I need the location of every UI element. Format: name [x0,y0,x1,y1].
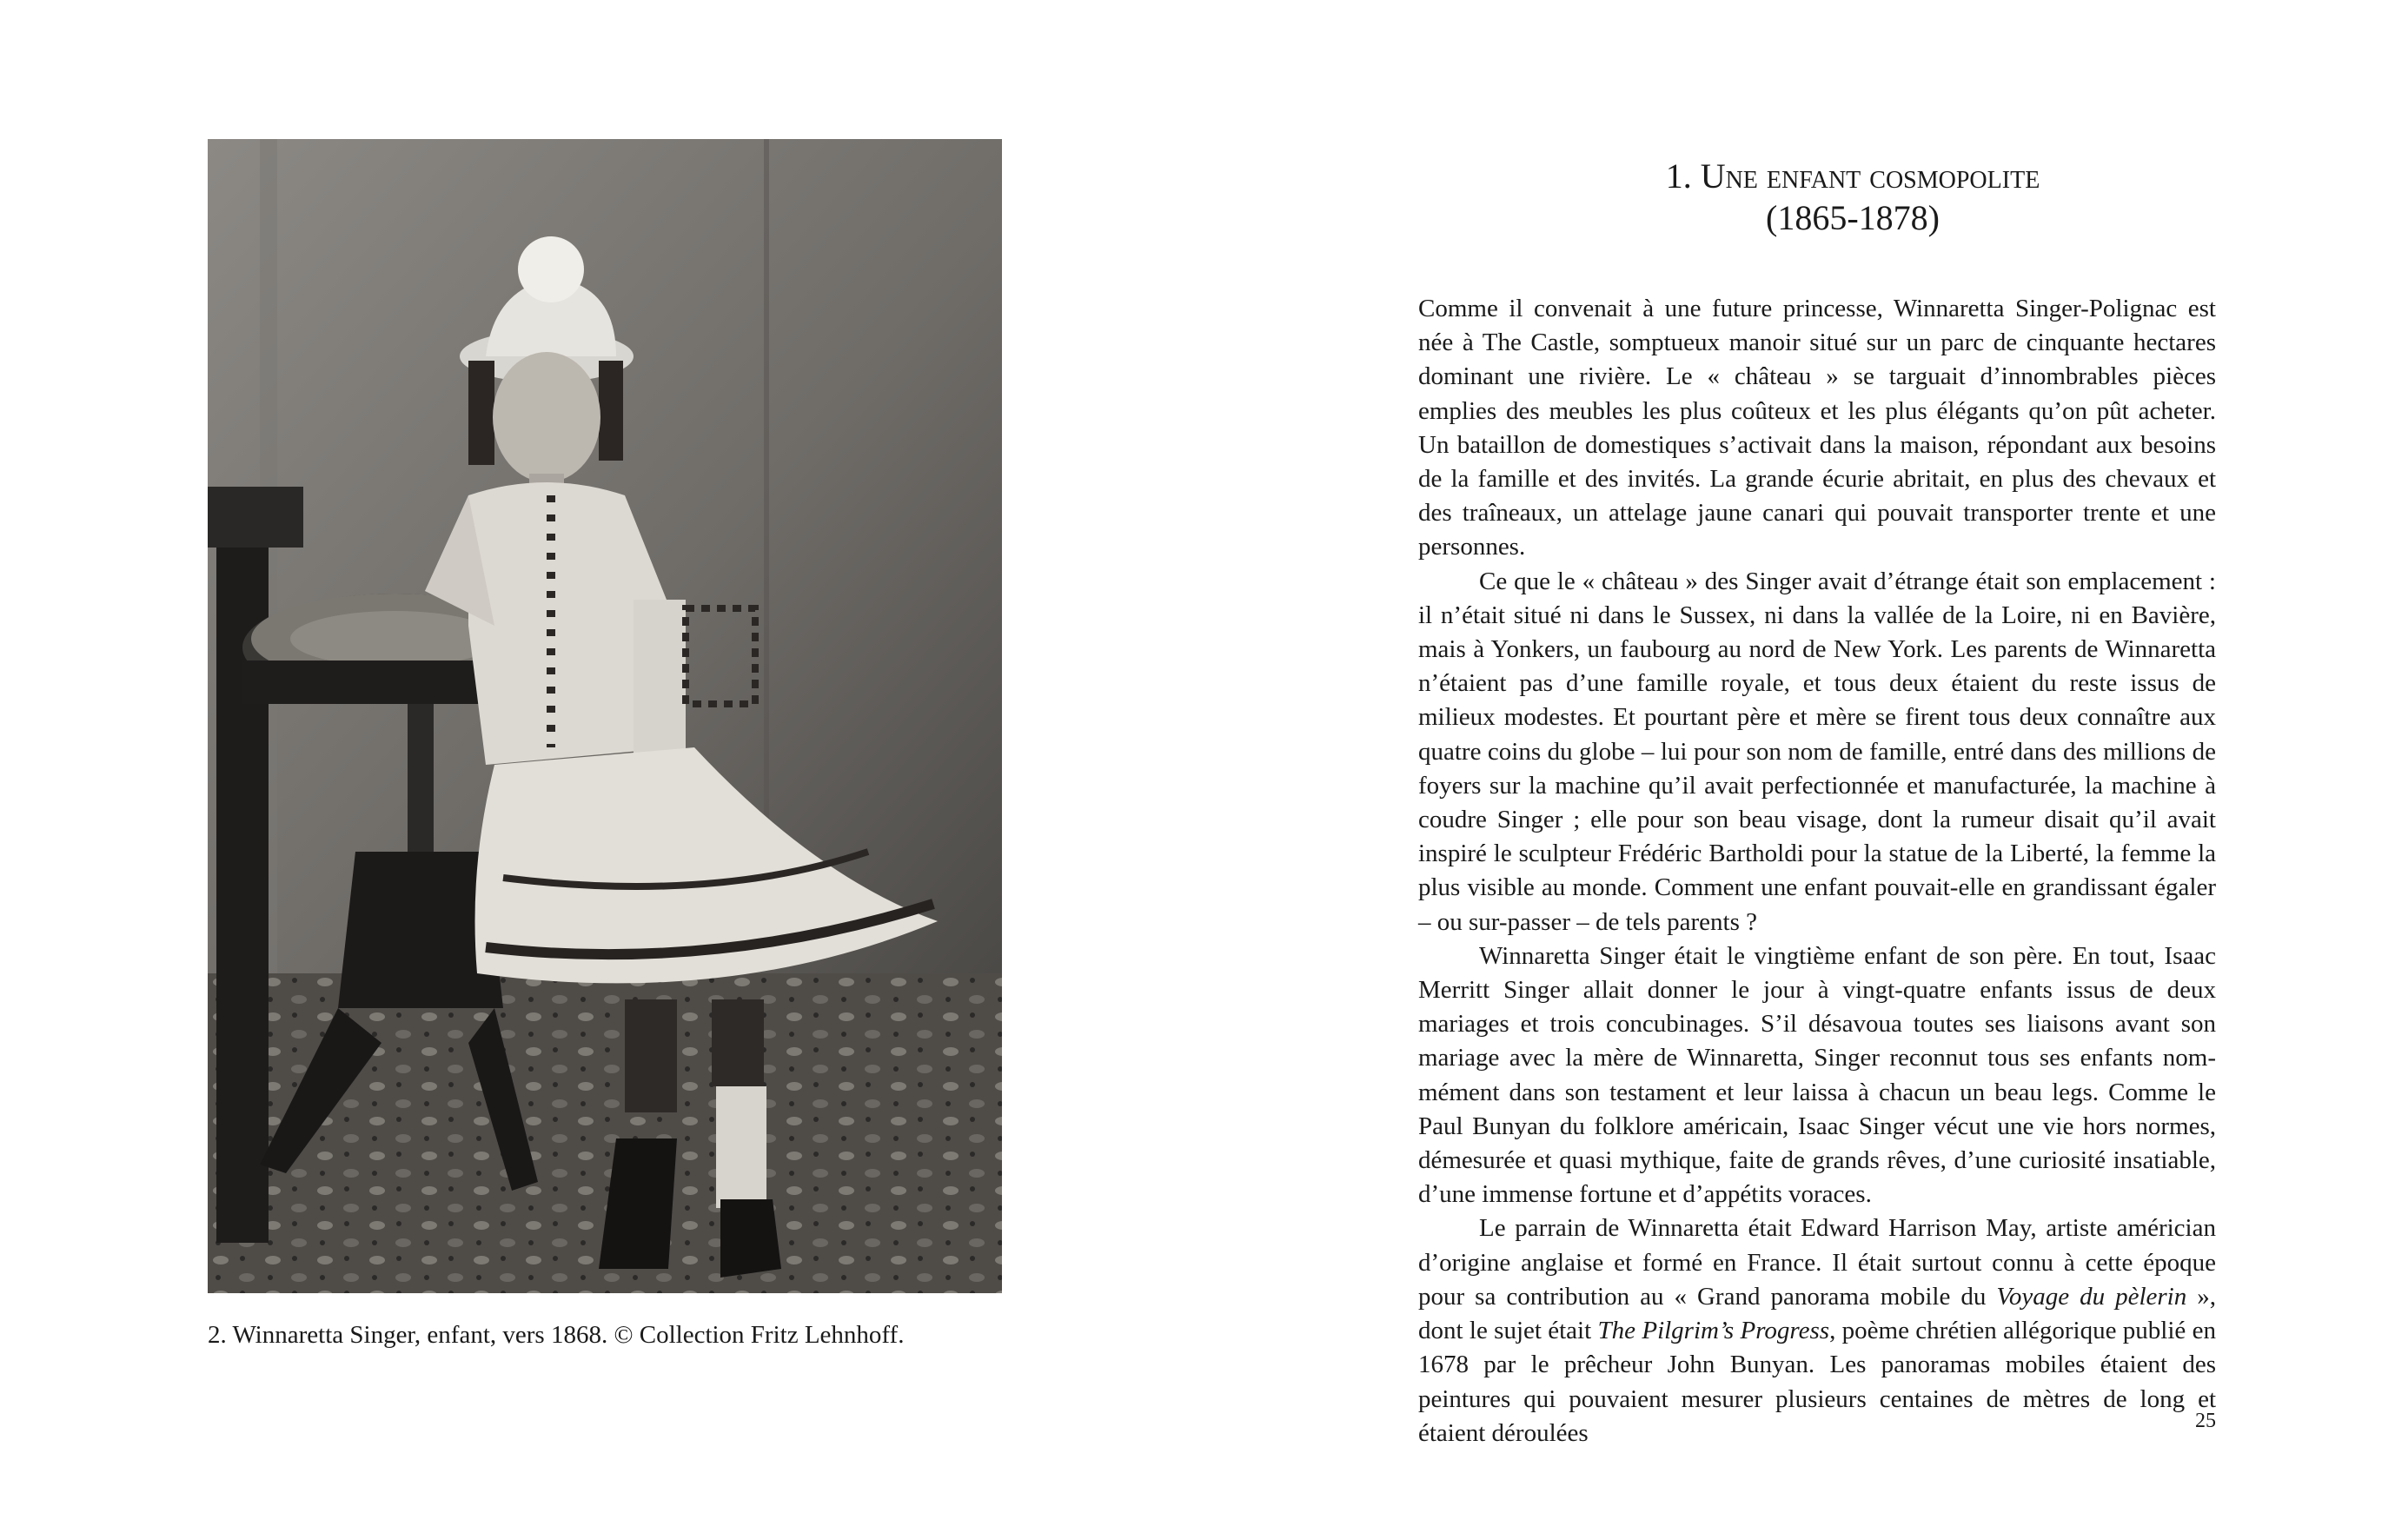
chapter-body [1418,292,2216,1450]
paragraph-text: Winnaretta Singer était le vingtième enfant de son père. En tout, Isaac Merritt Singer allait donner le jour à vingt-quatre enfants issus de deux mariages et trois concubinages. S’il désavoua toutes ses liaisons avant son mariage avec la mère de Winnaretta, Singer reconnut tous ses enfants nom-mément dans son testament et leur laissa à chacun un beau legs. Comme le Paul Bunyan du folklore américain, Isaac Singer vécut une vie hors normes, démesurée et quasi mythique, faite de grands rêves, d’une curiosité insatiable, d’une immense fortune et d’appétits voraces. [1418,941,2216,1209]
paragraph [1418,939,2216,1212]
paragraph-text: », dont le sujet était [1418,1282,2217,1345]
book-title-italic: The Pilgrim’s Progress [1597,1317,1830,1345]
page-number: 25 [2195,1410,2216,1432]
photo-caption: 2. Winnaretta Singer, enfant, vers 1868. © Collection Fritz Lehnhoff. [208,1321,905,1349]
paragraph-text: Ce que le « château » des Singer avait d’étrange était son emplacement : il n’était situé ni dans le Sussex, ni dans la vallée de la Loire, ni en Bavière, mais à Yonkers, un faubourg au nord de New York. Les parents de Winnaretta n’étaient pas d’une famille royale, et tous deux étaient du reste issus de milieux modestes. Et pourtant père et mère se firent tous deux connaître aux quatre coins du globe – lui pour son nom de famille, entré dans des millions de foyers sur la machine qu’il avait perfectionnée et manufacturée, la machine à coudre Singer ; elle pour son beau visage, dont la rumeur disait qu’il avait inspiré le sculpteur Frédéric Bartholdi pour la statue de la Liberté, la femme la plus visible au monde. Comment une enfant pouvait-elle en grandissant égaler – ou sur-passer – de tels parents ? [1418,567,2216,936]
child-portrait-image [208,139,1002,1293]
paragraph [1418,565,2216,939]
portrait-photo [208,139,1002,1293]
chapter-dates: (1865-1878) [1766,197,1940,237]
chapter-title [1418,156,2287,239]
chapter-number: 1. [1665,156,1692,196]
chapter-heading: Une enfant cosmopolite [1700,156,2040,196]
paragraph-text: , poème chrétien allégorique publié en 1678 par le prêcheur John Bunyan. Les panoramas mobiles étaient des peintures qui pouvaient mesurer plusieurs centaines de mètres de long et étaient déroulées [1418,1317,2217,1447]
paragraph [1418,292,2216,565]
book-title-italic: Voyage du pèlerin [1996,1282,2187,1311]
paragraph-text: Comme il convenait à une future princesse, Winnaretta Singer-Polignac est née à The Castle, somptueux manoir situé sur un parc de cinquante hectares dominant une rivière. Le « château » se targuait d’innombrables pièces emplies des meubles les plus coûteux et les plus élégants qu’on pût acheter. Un bataillon de domestiques s’activait dans la maison, répondant aux besoins de la famille et des invités. La grande écurie abritait, en plus des chevaux et des traîneaux, un attelage jaune canari qui pouvait transporter trente et une personnes. [1418,295,2216,561]
paragraph [1418,1211,2216,1450]
paragraph-text: Le parrain de Winnaretta était Edward Harrison May, artiste américian d’origine anglaise et formé en France. Il était surtout connu à cette époque pour sa contribution au « Grand panorama mobile du [1418,1214,2216,1311]
